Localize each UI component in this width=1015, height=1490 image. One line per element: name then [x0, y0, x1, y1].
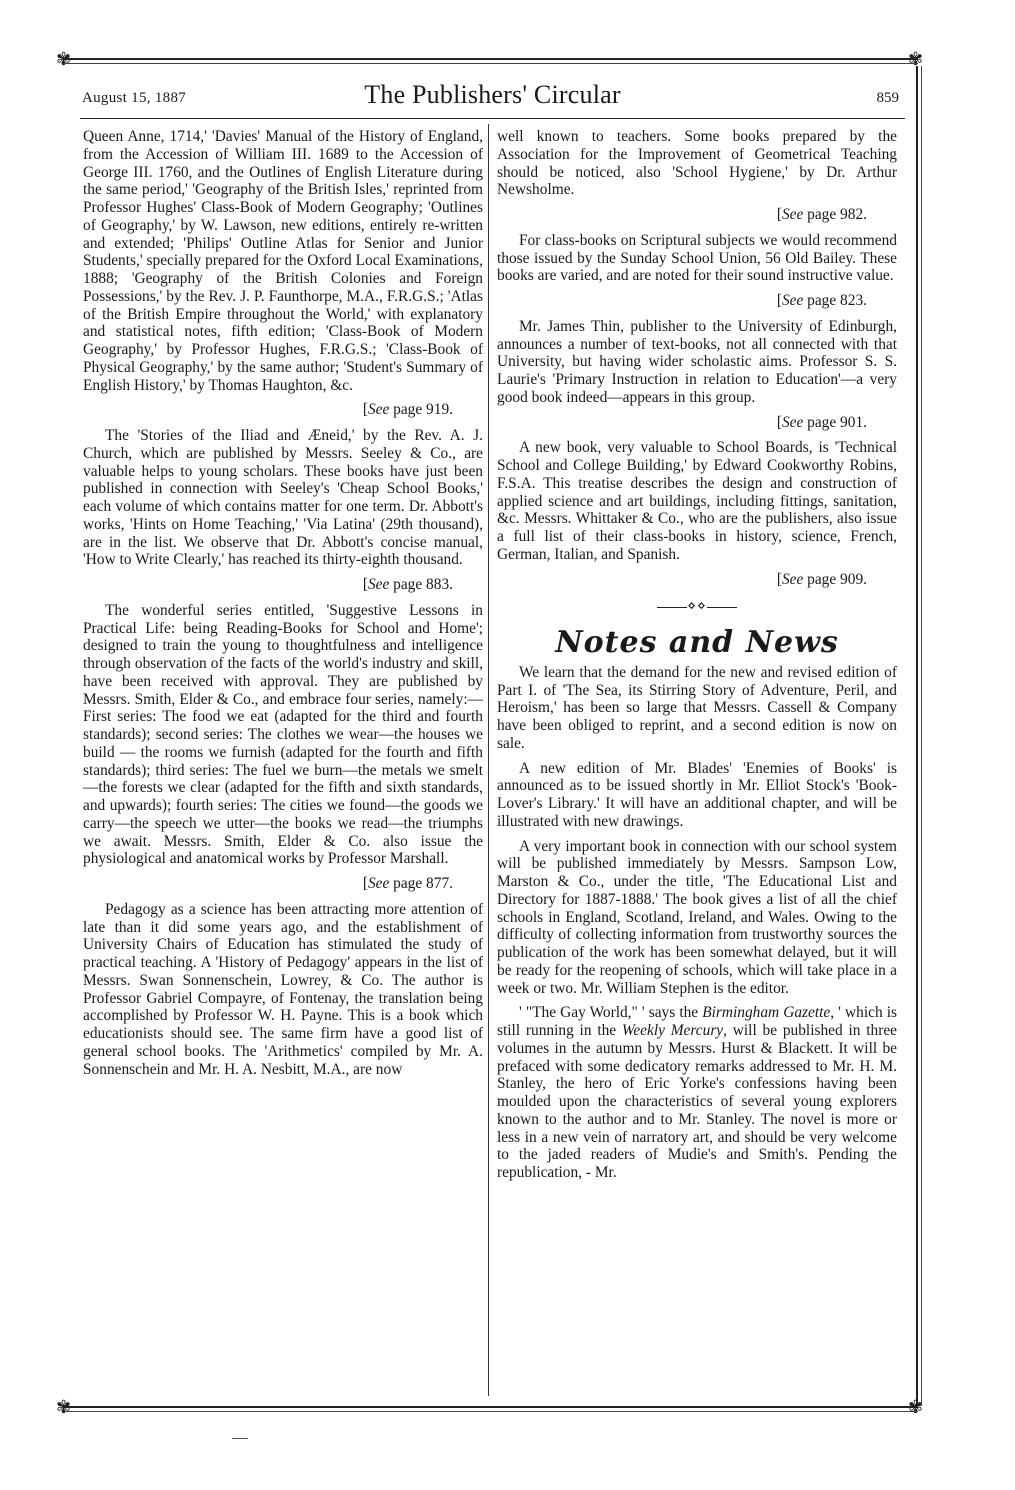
- publication-name: Weekly Mercury: [621, 1022, 724, 1039]
- pencil-mark: [232, 1438, 248, 1439]
- page-reference: [See page 982.: [776, 206, 867, 223]
- bottom-border-rule: [64, 1406, 918, 1408]
- page-reference: [See page 883.: [362, 576, 453, 593]
- page-reference: [See page 919.: [362, 401, 453, 419]
- header-date: August 15, 1887: [82, 90, 187, 106]
- news-text: ' "The Gay World," ' says the: [519, 1004, 703, 1022]
- news-text: , ' which is still running in the: [497, 1004, 897, 1039]
- section-separator-icon: ⋄⋄: [497, 598, 897, 616]
- page-header: [80, 78, 905, 114]
- paragraph: Queen Anne, 1714,' 'Davies' Manual of the History of England, from the Accession of William III. 1689 to the Accession of George III. 1760, and the Outlines of English Literature during the same period,' 'Geography of the British Isles,' reprinted from Professor Hughes' Class-Book of Modern Geography; 'Outlines of Geography,' by W. Lawson, new editions, entirely re-written and extended; 'Philips' Outline Atlas for Senior and Junior Students,' specially prepared for the Oxford Local Examinations, 1888; 'Geography of the British Colonies and Foreign Possessions,' by the Rev. J. P. Faunthorpe, M.A., F.R.G.S.; 'Atlas of the British Empire throughout the World,' with explanatory and statistical notes, fifth edition; 'Class-Book of Modern Geography,' by Professor Hughes, F.R.G.S.; 'Class-Book of Physical Geography,' by the same author; 'Student's Summary of English History,' by Thomas Haughton, &c.: [83, 128, 483, 394]
- column-divider: [488, 124, 489, 1396]
- news-text: , will be published in three volumes in the autumn by Messrs. Hurst & Blackett. It will be prefaced with some dedicatory remarks addressed to Mr. H. M. Stanley, the hero of Eric Yorke's confessions having been moulded upon the characteristics of several young explorers known to the author and to Mr. Stanley. The novel is more or less in a new vein of narratory art, and should be very welcome to the jaded readers of Mudie's and Smith's. Pending the republication, - Mr.: [497, 1022, 897, 1181]
- corner-ornament-icon: ✾: [56, 1397, 72, 1417]
- paragraph: A new book, very valuable to School Boards, is 'Technical School and College Building,' by Edward Cookworthy Robins, F.S.A. This treatise describes the design and construction of applied science and art buildings, including fittings, sanitation, &c. Messrs. Whittaker & Co., who are the publishers, also issue a full list of their class-books in history, science, French, German, Italian, and Spanish.: [497, 439, 897, 563]
- header-rule: [80, 118, 905, 119]
- news-item: We learn that the demand for the new and revised edition of Part I. of 'The Sea, its Stirring Story of Adventure, Peril, and Heroism,' has been so large that Messrs. Cassell & Company have been obliged to reprint, and a second edition is now on sale.: [497, 663, 897, 752]
- corner-ornament-icon: ✾: [908, 1397, 924, 1417]
- news-item: A very important book in connection with our school system will be published immediately by Messrs. Sampson Low, Marston & Co., under the title, 'The Educational List and Directory for 1887-1888.' The book gives a list of all the chief schools in England, Scotland, Ireland, and Wales. Owing to the difficulty of collecting information from trustworthy sources the publication of the work has been somewhat delayed, but it will be ready for the reopening of schools, which will take place in a week or two. Mr. William Stephen is the editor.: [497, 837, 897, 997]
- news-item: A new edition of Mr. Blades' 'Enemies of Books' is announced as to be issued shortly in Mr. Elliot Stock's 'Book-Lover's Library.' It will have an additional chapter, and will be illustrated with new drawings.: [497, 759, 897, 830]
- paragraph: For class-books on Scriptural subjects we would recommend those issued by the Sunday School Union, 56 Old Bailey. These books are varied, and are noted for their sound instructive value.: [497, 231, 897, 285]
- left-column: [83, 128, 483, 1085]
- corner-ornament-icon: ✾: [56, 49, 72, 69]
- section-heading: Notes and News: [555, 625, 839, 660]
- page-reference: [See page 877.: [362, 875, 453, 892]
- page-title: The Publishers' Circular: [364, 80, 621, 109]
- publication-name: Birmingham Gazette: [702, 1004, 831, 1022]
- right-border-rule: [916, 66, 918, 1406]
- corner-ornament-icon: ✾: [908, 49, 924, 69]
- bottom-border-rule-inner: [64, 1411, 918, 1412]
- right-border-rule-inner: [921, 66, 922, 1406]
- paragraph: The 'Stories of the Iliad and Æneid,' by the Rev. A. J. Church, which are published by Messrs. Seeley & Co., are valuable helps to young scholars. These books have just been published in connection with Seeley's 'Cheap School Books,' each volume of which contains matter for one term. Dr. Abbott's works, 'Hints on Home Teaching,' 'Via Latina' (29th thousand), are in the list. We observe that Dr. Abbott's concise manual, 'How to Write Clearly,' has reached its thirty-eighth thousand.: [83, 427, 483, 569]
- page-reference: [See page 901.: [776, 413, 867, 431]
- paragraph: well known to teachers. Some books prepared by the Association for the Improvement of Geometrical Teaching should be noticed, also 'School Hygiene,' by Dr. Arthur Newsholme.: [497, 128, 897, 199]
- paragraph: Pedagogy as a science has been attracting more attention of late than it did some years ago, and the establishment of University Chairs of Education has stimulated the study of practical teaching. A 'History of Pedagogy' appears in the list of Messrs. Swan Sonnenschein, Lowrey, & Co. The author is Professor Gabriel Compayre, of Fontenay, the translation being accomplished by Professor W. H. Payne. This is a book which educationists should see. The same firm have a good list of general school books. The 'Arithmetics' compiled by Mr. A. Sonnenschein and Mr. H. A. Nesbitt, M.A., are now: [83, 900, 483, 1078]
- news-item: [497, 1004, 897, 1182]
- page-reference: [See page 823.: [776, 292, 867, 309]
- page-number: 859: [876, 90, 899, 106]
- paragraph: The wonderful series entitled, 'Suggestive Lessons in Practical Life: being Reading-Books for School and Home'; designed to train the young to thoughtfulness and intelligence through observation of the facts of the world's industry and skill, have been received with approval. They are published by Messrs. Smith, Elder & Co., and embrace four series, namely:—First series: The food we eat (adapted for the third and fourth standards); second series: The clothes we wear—the houses we build — the rooms we furnish (adapted for the fourth and fifth standards); third series: The fuel we burn—the metals we smelt—the forests we clear (adapted for the fifth and sixth standards, and upwards); fourth series: The cities we found—the goods we carry—the speech we utter—the books we read—the triumphs we await. Messrs. Smith, Elder & Co. also issue the physiological and anatomical works by Professor Marshall.: [83, 601, 483, 868]
- paragraph: Mr. James Thin, publisher to the University of Edinburgh, announces a number of text-books, not all connected with that University, but having wider scholastic aims. Professor S. S. Laurie's 'Primary Instruction in relation to Education'—a very good book indeed—appears in this group.: [497, 317, 897, 406]
- right-column: [497, 128, 897, 1189]
- top-border-rule: [64, 58, 918, 60]
- page-reference: [See page 909.: [776, 570, 867, 588]
- top-border-rule-inner: [64, 63, 918, 64]
